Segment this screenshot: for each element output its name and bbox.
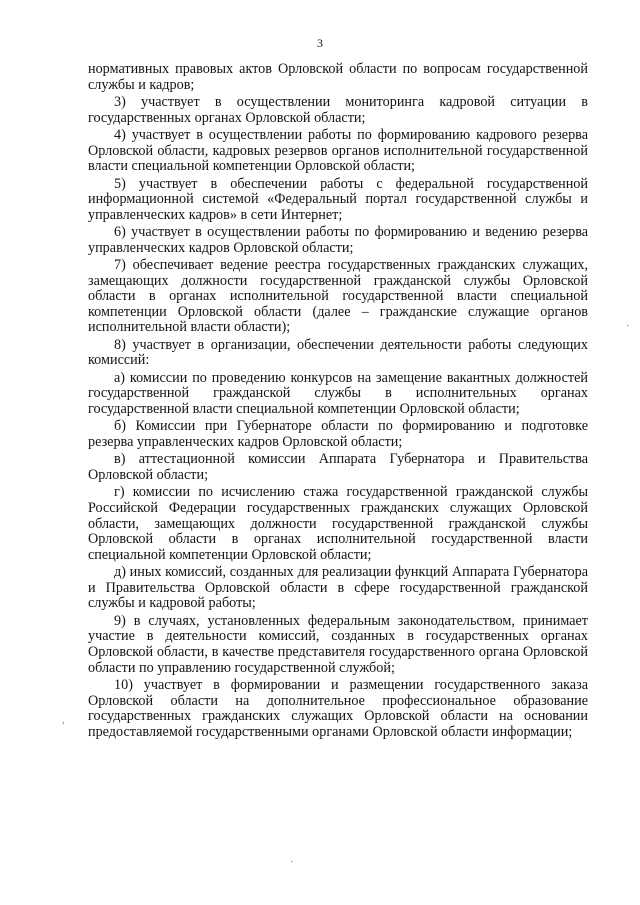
scan-speck-right: · (626, 321, 630, 332)
paragraph-subitem-a: а) комиссии по проведению конкурсов на замещение вакантных должностей государственной гражданской службы в исполнительных органах государственной власти специальной компетенции Орловской области; (88, 369, 588, 418)
paragraph-subitem-v: в) аттестационной комиссии Аппарата Губернатора и Правительства Орловской области; (88, 451, 588, 484)
page-number: 3 (317, 36, 323, 50)
scan-speck-left: , (62, 715, 65, 726)
paragraph-item-8: 8) участвует в организации, обеспечении деятельности работы следующих комиссий: (88, 336, 588, 369)
document-body (88, 62, 588, 742)
paragraph-item-5: 5) участвует в обеспечении работы с федеральной государственной информационной системой «Федеральный портал государственной службы и управленческих кадров» в сети Интернет; (88, 175, 588, 223)
paragraph-item-4: 4) участвует в осуществлении работы по формированию кадрового резерва Орловской области, кадровых резервов органов исполнительной государственной власти специальной компетенции Орловской области; (88, 126, 588, 175)
paragraph-item-10: 10) участвует в формировании и размещении государственного заказа Орловской области на дополнительное профессиональное образование государственных гражданских служащих Орловской области на основании предоставляемой государственными органами Орловской области информации; (88, 676, 588, 740)
scan-speck-bottom: · (290, 857, 294, 868)
paragraph-item-3: 3) участвует в осуществлении мониторинга кадровой ситуации в государственных органах Орловской области; (88, 93, 588, 126)
paragraph-item-7: 7) обеспечивает ведение реестра государственных гражданских служащих, замещающих должности государственной гражданской службы Орловской области в органах исполнительной государственной власти специальной компетенции Орловской области (далее – гражданские служащие органов исполнительной власти области); (88, 257, 588, 336)
paragraph-item-6: 6) участвует в осуществлении работы по формированию и ведению резерва управленческих кадров Орловской области; (88, 224, 588, 256)
paragraph-item-9: 9) в случаях, установленных федеральным законодательством, принимает участие в деятельности комиссий, созданных в государственных органах Орловской области, в качестве представителя государственного органа Орловской области по управлению государственной службой; (88, 612, 588, 676)
paragraph-subitem-b: б) Комиссии при Губернаторе области по формированию и подготовке резерва управленческих кадров Орловской области; (88, 418, 588, 451)
paragraph-0: нормативных правовых актов Орловской области по вопросам государственной службы и кадров; (88, 61, 588, 93)
paragraph-subitem-g: г) комиссии по исчислению стажа государственной гражданской службы Российской Федерации государственных гражданских служащих Орловской области, замещающих должности государственной гражданской службы Орловской области в органах исполнительной государственной власти специальной компетенции Орловской области; (88, 484, 588, 563)
paragraph-subitem-d: д) иных комиссий, созданных для реализации функций Аппарата Губернатора и Правительства Орловской области в сфере государственной гражданской службы и кадровой работы; (88, 564, 588, 612)
